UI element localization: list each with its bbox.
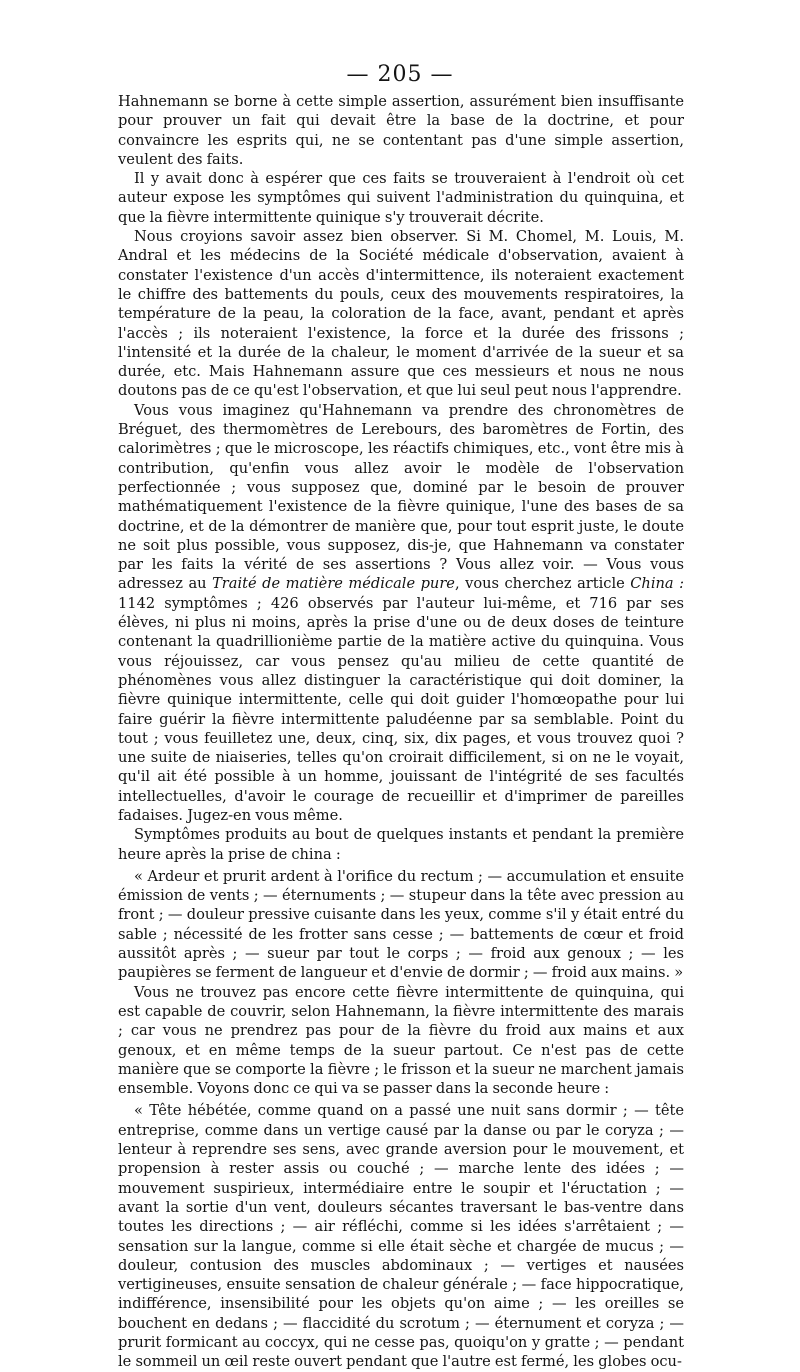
paragraph-5: Symptômes produits au bout de quelques instants et pendant la première heure après la prise de china : xyxy=(118,826,684,863)
paragraph-4-text-b: , vous cherchez article xyxy=(454,575,631,593)
quote-first-hour: « Ardeur et prurit ardent à l'orifice du rectum ; — accumulation et ensuite émission de vents ; — éternuments ; — stupeur dans la tête avec pression au front ; — douleur pressive cuisante dans les yeux, comme s'il y était entré du sable ; nécessité de les frotter sans cesse ; — battements de cœur et froid aussitôt après ; — sueur par tout le corps ; — froid aux genoux ; — les paupières se ferment de langueur et d'envie de dormir ; — froid aux mains. » xyxy=(118,867,684,982)
paragraph-7: Vous ne trouvez pas encore cette fièvre intermittente de quinquina, qui est capable de couvrir, selon Hahnemann, la fièvre intermittente des marais ; car vous ne prendrez pas pour de la fièvre du froid aux mains et aux genoux, et en même temps de la sueur partout. Ce n'est pas de cette manière que se comporte la fièvre ; le frisson et la sueur ne marchent jamais ensemble. Voyons donc ce qui va se passer dans la seconde heure : xyxy=(118,983,684,1098)
paragraph-4-text-c: 1142 symptômes ; 426 observés par l'auteur lui-même, et 716 par ses élèves, ni plus ni moins, après la prise d'une ou de deux doses de teinture contenant la quadrillionième partie de la matière active du quinquina. Vous vous réjouissez, car vous pensez qu'au milieu de cette quantité de phénomènes vous allez distinguer la caractéristique qui doit dominer, la fièvre quinique intermittente, celle qui doit guider l'homœopathe pour lui faire guérir la fièvre intermittente paludéenne par sa semblable. Point du tout ; vous feuilletez une, deux, cinq, six, dix pages, et vous trouvez quoi ? une suite de niaiseries, telles qu'on croirait difficilement, si on ne le voyait, qu'il ait été possible à un homme, jouissant de l'intégrité de ses facultés intellectuelles, d'avoir le courage de recueillir et d'imprimer de pareilles fadaises. Jugez-en vous même. xyxy=(118,594,684,824)
paragraph-4-text-a: Vous vous imaginez qu'Hahnemann va prendre des chronomètres de Bréguet, des thermomètres de Lerebours, des baromètres de Fortin, des calorimètres ; que le microscope, les réactifs chimiques, etc., vont être mis à contribution, qu'enfin vous allez avoir le modèle de l'observation perfectionnée ; vous supposez que, dominé par le besoin de prouver mathématiquement l'existence de la fièvre quinique, l'une des bases de sa doctrine, et de la démontrer de manière que, pour tout esprit juste, le doute ne soit plus possible, vous supposez, dis-je, que Hahnemann va constater par les faits la vérité de ses assertions ? Vous allez voir. — Vous vous adressez au xyxy=(118,401,684,593)
page-number: — 205 — xyxy=(346,62,454,87)
paragraph-4 xyxy=(118,401,684,826)
body-text xyxy=(118,92,684,1372)
quote-second-hour: « Tête hébétée, comme quand on a passé une nuit sans dormir ; — tête entreprise, comme dans un vertige causé par la danse ou par le coryza ; — lenteur à reprendre ses sens, avec grande aversion pour le mouvement, et propension à rester assis ou couché ; — marche lente des idées ; — mouvement suspirieux, intermédiaire entre le soupir et l'éructation ; — avant la sortie d'un vent, douleurs sécantes traversant le bas-ventre dans toutes les directions ; — air réfléchi, comme si les idées s'arrêtaient ; — sensation sur la langue, comme si elle était sèche et chargée de mucus ; — douleur, contusion des muscles abdominaux ; — vertiges et nausées vertigineuses, ensuite sensation de chaleur générale ; — face hippocratique, indifférence, insensibilité pour les objets qu'on aime ; — les oreilles se bouchent en dedans ; — flaccidité du scrotum ; — éternument et coryza ; — prurit formicant au coccyx, qui ne cesse pas, quoiqu'on y gratte ; — pendant le sommeil un œil reste ouvert pendant que l'autre est fermé, les globes ocu- xyxy=(118,1102,684,1371)
article-china-reference: China : xyxy=(630,575,685,593)
paragraph-2: Il y avait donc à espérer que ces faits se trouveraient à l'endroit où cet auteur expose les symptômes qui suivent l'administration du quinquina, et que la fièvre intermittente quinique s'y trouverait décrite. xyxy=(118,170,684,226)
paragraph-3: Nous croyions savoir assez bien observer. Si M. Chomel, M. Louis, M. Andral et les médecins de la Société médicale d'observation, avaient à constater l'existence d'un accès d'intermittence, ils noteraient exactement le chiffre des battements du pouls, ceux des mouvements respiratoires, la température de la peau, la coloration de la face, avant, pendant et après l'accès ; ils noteraient l'existence, la force et la durée des frissons ; l'intensité et la durée de la chaleur, le moment d'arrivée de la sueur et sa durée, etc. Mais Hahnemann assure que ces messieurs et nous ne nous doutons pas de ce qu'est l'observation, et que lui seul peut nous l'apprendre. xyxy=(118,228,684,400)
paragraph-1: Hahnemann se borne à cette simple assertion, assurément bien insuffisante pour prouver un fait qui devait être la base de la doctrine, et pour convaincre les esprits qui, ne se contentant pas d'une simple assertion, veulent des faits. xyxy=(118,93,684,168)
book-title-reference: Traité de matière médicale pure xyxy=(212,575,455,593)
